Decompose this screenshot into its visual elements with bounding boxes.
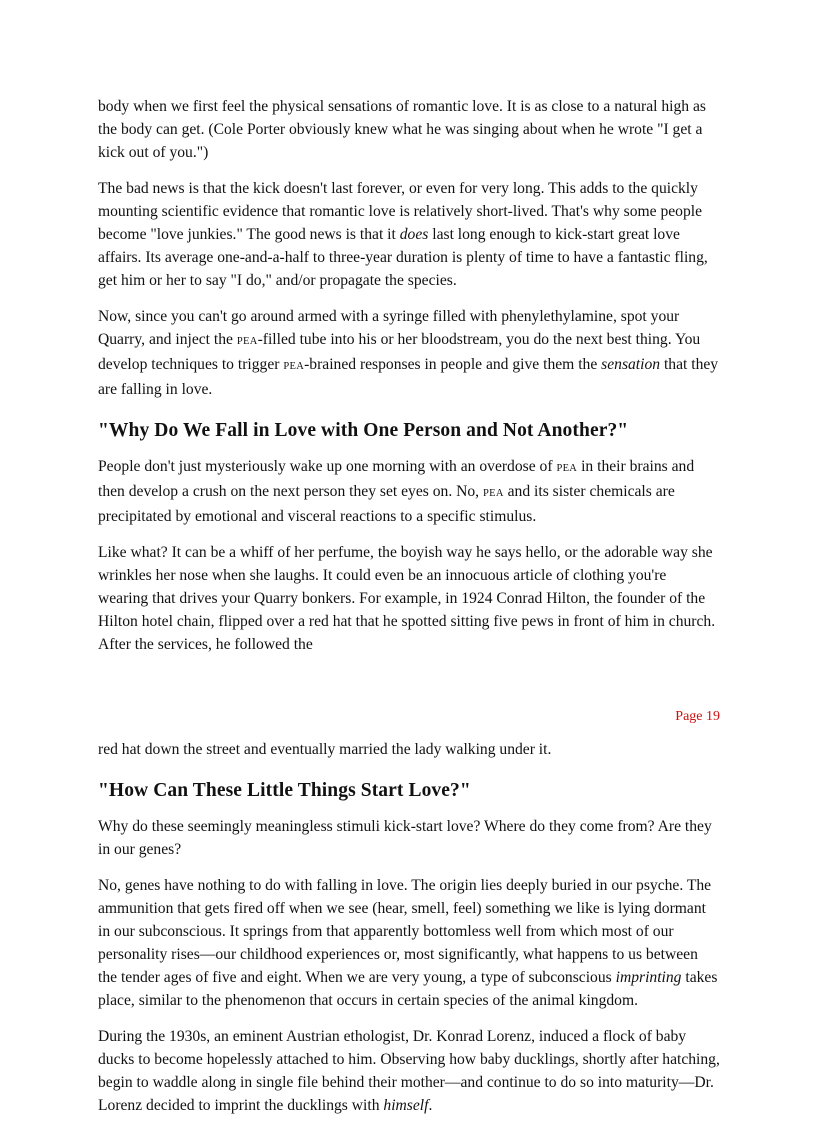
paragraph: body when we first feel the physical sensations of romantic love. It is as close to a natural high as the body can get. (Cole Porter obviously knew what he was singing about when he wrote "I get a kick out of you.") bbox=[98, 98, 706, 161]
paragraph bbox=[98, 305, 720, 401]
text-run: Now, since you can't go around armed with a syringe filled with phenylethylamine, spot your Quarry, and inject the bbox=[98, 308, 680, 348]
text-run: -brained responses in people and give them the bbox=[304, 356, 602, 373]
paragraph bbox=[98, 1025, 720, 1117]
text-run: No, genes have nothing to do with falling in love. The origin lies deeply buried in our psyche. The ammunition that gets fired off when we see (hear, smell, feel) something we like is lying dormant in our subconscious. It springs from that apparently bottomless well from which most of our personality rises—our childhood experiences or, most significantly, what happens to us between the tender ages of five and eight. When we are very young, a type of subconscious bbox=[98, 877, 712, 986]
section-heading: "Why Do We Fall in Love with One Person and Not Another?" bbox=[98, 420, 629, 441]
text-run: last long enough to kick-start great love affairs. Its average one-and-a-half to three-year duration is plenty of time to have a fantastic fling, get him or her to say "I do," and/or propagate the species. bbox=[98, 226, 708, 289]
text-run: -filled tube into his or her bloodstream, you do the next best thing. You develop techniques to trigger bbox=[98, 331, 701, 373]
text-run: People don't just mysteriously wake up one morning with an overdose of bbox=[98, 458, 557, 475]
paragraph: red hat down the street and eventually married the lady walking under it. bbox=[98, 741, 552, 758]
text-run: takes place, similar to the phenomenon that occurs in certain species of the animal kingdom. bbox=[98, 969, 718, 1009]
document-page bbox=[98, 95, 720, 1130]
text-run: During the 1930s, an eminent Austrian ethologist, Dr. Konrad Lorenz, induced a flock of baby ducks to become hopelessly attached to him. Observing how baby ducklings, shortly after hatching, begin to waddle along in single file behind their mother—and continue to do so into maturity—Dr. Lorenz decided to imprint the ducklings with bbox=[98, 1028, 720, 1114]
text-run: . bbox=[428, 1097, 433, 1114]
emphasis: himself bbox=[383, 1097, 429, 1114]
page-number: Page 19 bbox=[675, 709, 720, 724]
paragraph: Like what? It can be a whiff of her perfume, the boyish way he says hello, or the adorable way she wrinkles her nose when she laughs. It could even be an innocuous article of clothing you're wearing that drives your Quarry bonkers. For example, in 1924 Conrad Hilton, the founder of the Hilton hotel chain, flipped over a red hat that he spotted sitting five pews in front of him in church. After the services, he followed the bbox=[98, 544, 716, 653]
paragraph: Why do these seemingly meaningless stimuli kick-start love? Where do they come from? Are they in our genes? bbox=[98, 818, 712, 858]
abbreviation: PEA bbox=[556, 463, 578, 474]
emphasis: imprinting bbox=[615, 969, 682, 986]
text-run: and its sister chemicals are precipitated by emotional and visceral reactions to a specific stimulus. bbox=[98, 483, 675, 525]
emphasis: does bbox=[399, 226, 429, 243]
section-heading: "How Can These Little Things Start Love?" bbox=[98, 780, 471, 801]
abbreviation: PEA bbox=[283, 361, 305, 372]
abbreviation: PEA bbox=[482, 488, 504, 499]
emphasis: sensation bbox=[601, 356, 661, 373]
paragraph bbox=[98, 874, 720, 1012]
text-run: The bad news is that the kick doesn't last forever, or even for very long. This adds to the quickly mounting scientific evidence that romantic love is relatively short-lived. That's why some people become "love junkies." The good news is that it bbox=[98, 180, 703, 243]
paragraph bbox=[98, 177, 720, 292]
text-run: in their brains and then develop a crush on the next person they set eyes on. No, bbox=[98, 458, 695, 500]
page-break-gap bbox=[98, 669, 720, 695]
text-run: that they are falling in love. bbox=[98, 356, 719, 398]
abbreviation: PEA bbox=[236, 336, 258, 347]
paragraph bbox=[98, 455, 720, 528]
